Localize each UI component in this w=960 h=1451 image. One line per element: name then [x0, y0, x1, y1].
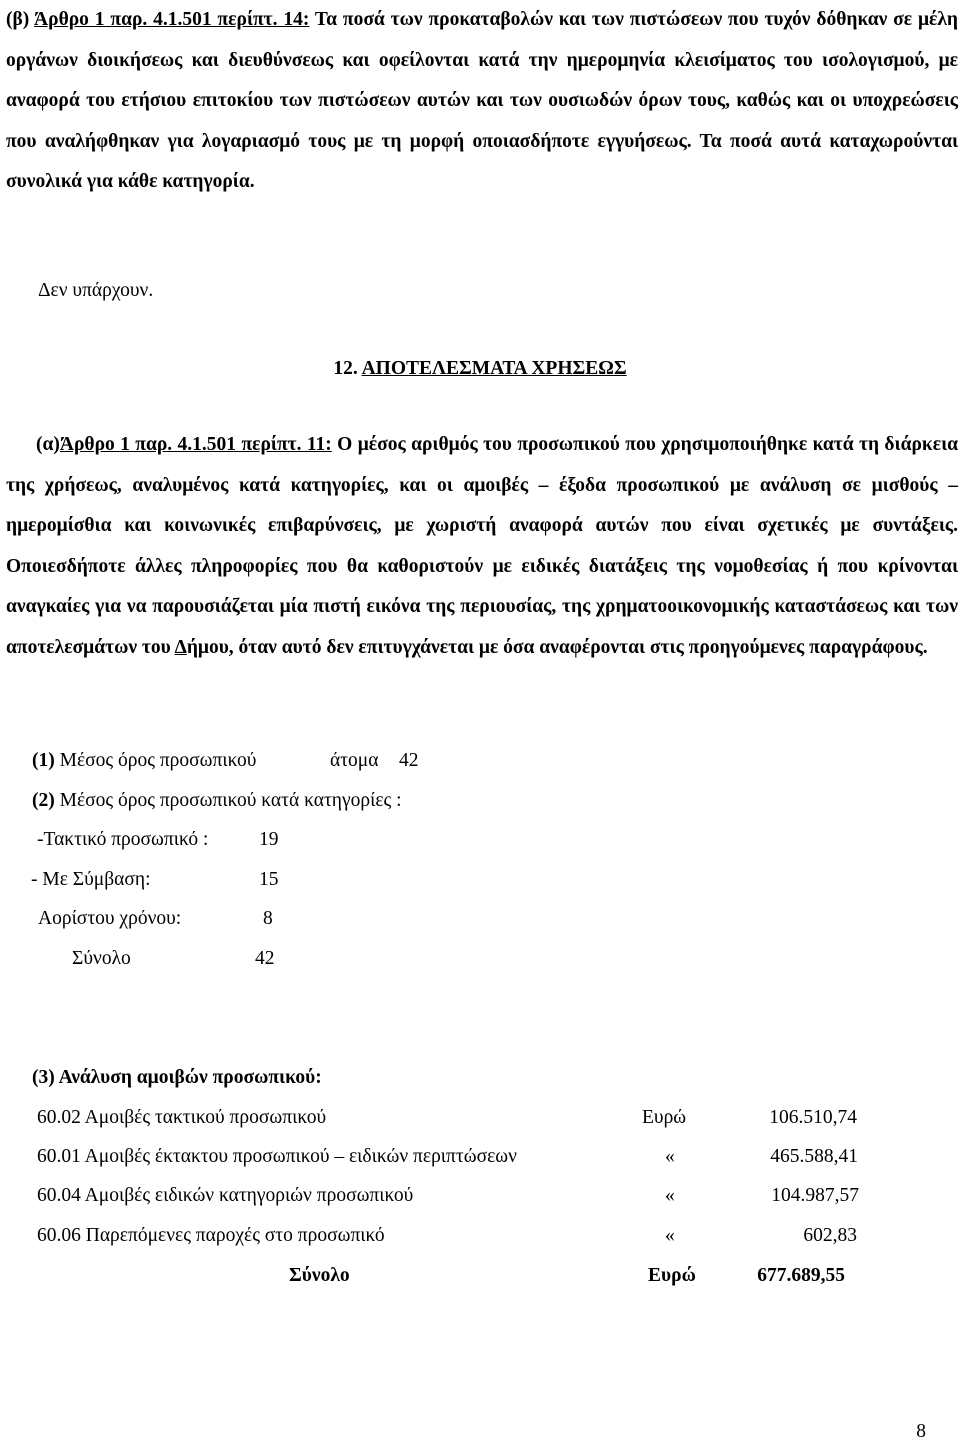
staff-row-label: Σύνολο: [72, 948, 131, 969]
staff-item-1-value: 42: [399, 750, 419, 771]
pay-row-label: 60.06 Παρεπόμενες παροχές στο προσωπικό: [37, 1225, 385, 1246]
pay-total-label: Σύνολο: [289, 1265, 350, 1286]
pay-row-amount: 106.510,74: [769, 1107, 857, 1128]
pay-row-label: 60.01 Αμοιβές έκτακτου προσωπικού – ειδικών περιπτώσεων: [37, 1146, 517, 1167]
section-heading: [0, 357, 960, 381]
section-b-body: Τα ποσά των προκαταβολών και των πιστώσεων που τυχόν δόθηκαν σε μέλη οργάνων διοικήσεως και διευθύνσεως και οφείλονται κατά την ημερομηνία κλεισίματος του ισολογισμού, με αναφορά του ετήσιου επιτοκίου των πιστώσεων αυτών και των ουσιωδών όρων τους, καθώς και οι υποχρεώσεις που αναλήφθηκαν για λογαριασμό τους με τη μορφή οποιασδήποτε εγγυήσεως. Τα ποσά αυτά καταχωρούνται συνολικά για κάθε κατηγορία.: [6, 9, 958, 192]
pay-row-label: 60.02 Αμοιβές τακτικού προσωπικού: [37, 1107, 327, 1128]
pay-title: [32, 1066, 322, 1090]
pay-row-unit: «: [665, 1225, 675, 1246]
section-a-body-end: ήμου, όταν αυτό δεν επιτυγχάνεται με όσα αναφέρονται στις προηγούμενες παραγράφους.: [186, 636, 928, 658]
staff-row-value: 19: [259, 829, 279, 850]
section-heading-title: ΑΠΟΤΕΛΕΣΜΑΤΑ ΧΡΗΣΕΩΣ: [361, 358, 627, 379]
staff-item-1-unit: άτομα: [330, 750, 379, 771]
section-a-reference: Άρθρο 1 παρ. 4.1.501 περίπτ. 11:: [59, 434, 332, 455]
staff-item-2: [32, 789, 402, 813]
pay-total-amount: 677.689,55: [757, 1265, 845, 1286]
pay-title-label: Ανάλυση αμοιβών προσωπικού:: [58, 1067, 322, 1088]
staff-item-2-number: (2): [32, 790, 55, 811]
staff-item-1-label: Μέσος όρος προσωπικού: [59, 750, 257, 771]
staff-row-label: Αορίστου χρόνου:: [38, 908, 182, 929]
staff-row-label: -Τακτικό προσωπικό :: [37, 829, 209, 850]
staff-row-value: 42: [255, 948, 275, 969]
staff-item-1-number: (1): [32, 750, 55, 771]
pay-title-number: (3): [32, 1067, 55, 1088]
section-b-paragraph: [6, 0, 958, 203]
page-number: 8: [916, 1421, 926, 1442]
section-b-head: (β): [6, 9, 35, 30]
pay-row-amount: 465.588,41: [770, 1146, 858, 1167]
section-heading-number: 12.: [333, 358, 362, 379]
section-b-reference: Άρθρο 1 παρ. 4.1.501 περίπτ. 14:: [34, 9, 310, 30]
section-a-head: (α): [36, 434, 60, 455]
pay-row-label: 60.04 Αμοιβές ειδικών κατηγοριών προσωπικού: [37, 1185, 414, 1206]
pay-row-amount: 602,83: [803, 1225, 857, 1246]
section-b-none-note: Δεν υπάρχουν.: [38, 280, 154, 301]
staff-row-value: 8: [263, 908, 273, 929]
pay-row-unit: «: [665, 1146, 675, 1167]
pay-row-amount: 104.987,57: [771, 1185, 859, 1206]
pay-row-unit: Ευρώ: [642, 1107, 687, 1128]
pay-row-unit: «: [665, 1185, 675, 1206]
section-a-body-underlined: Δ: [174, 636, 187, 658]
staff-item-1: [32, 749, 256, 773]
staff-row-label: - Με Σύμβαση:: [31, 869, 151, 890]
section-a-body: Ο μέσος αριθμός του προσωπικού που χρησιμοποιήθηκε κατά τη διάρκεια της χρήσεως, αναλυμένος κατά κατηγορίες, και οι αμοιβές – έξοδα προσωπικού με ανάλυση σε μισθούς – ημερομίσθια και κοινωνικές επιβαρύνσεις, με χωριστή αναφορά αυτών που είναι σχετικές με συντάξεις. Οποιεσδήποτε άλλες πληροφορίες που θα καθοριστούν με ειδικές διατάξεις της νομοθεσίας ή που κρίνονται αναγκαίες για να παρουσιάζεται μία πιστή εικόνα της περιουσίας, της χρηματοοικονομικής καταστάσεως και των αποτελεσμάτων του: [6, 434, 959, 658]
section-a-paragraph: [6, 425, 958, 668]
staff-row-value: 15: [259, 869, 279, 890]
staff-item-2-label: Μέσος όρος προσωπικού κατά κατηγορίες :: [59, 790, 402, 811]
pay-total-unit: Ευρώ: [648, 1265, 696, 1286]
